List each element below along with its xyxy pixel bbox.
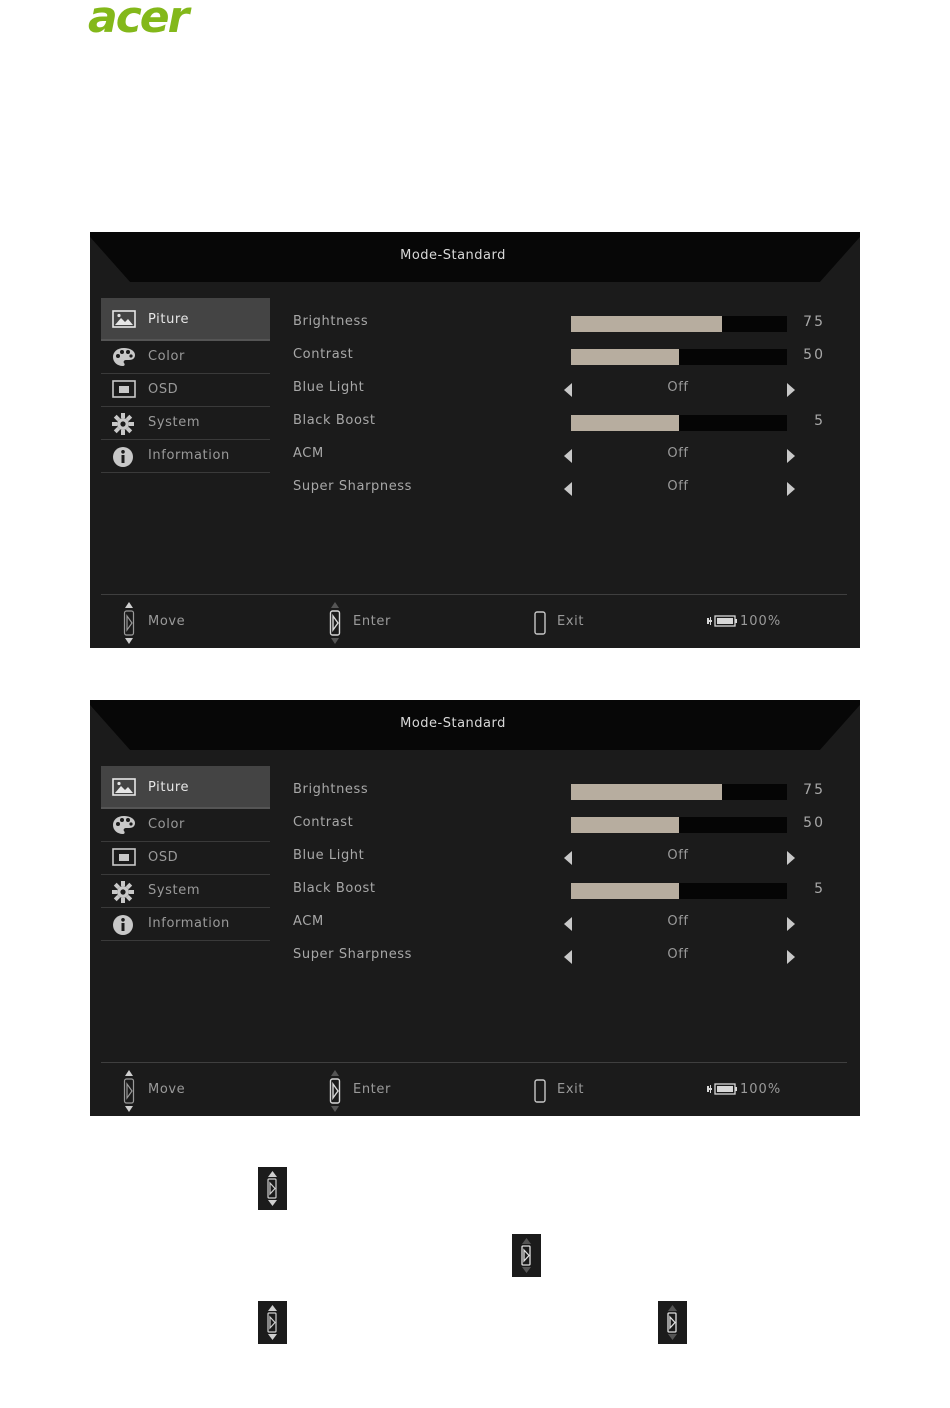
battery-percent: 100% [740, 614, 782, 629]
arrow-left-icon[interactable] [564, 482, 572, 496]
sidebar-item-label: OSD [148, 382, 179, 397]
acer-logo [88, 0, 220, 40]
footer-exit-label: Exit [557, 614, 585, 629]
sidebar-item-label: System [148, 883, 201, 898]
footer-exit [533, 1070, 633, 1112]
slider-fill [571, 316, 722, 332]
setting-slider[interactable] [571, 784, 787, 800]
footer-battery [707, 602, 817, 644]
osd-mode-title: Mode-Standard [400, 248, 506, 263]
setting-black-boost[interactable] [293, 881, 833, 901]
sidebar-item-label: Piture [148, 312, 190, 327]
sidebar-item-piture[interactable] [101, 298, 270, 341]
setting-blue-light[interactable] [293, 380, 833, 400]
osd-mode-title: Mode-Standard [400, 716, 506, 731]
footer-move-label: Move [148, 614, 186, 629]
setting-black-boost[interactable] [293, 413, 833, 433]
footer-enter-label: Enter [353, 614, 391, 629]
setting-super-sharpness[interactable] [293, 947, 833, 967]
info-icon [112, 446, 136, 466]
setting-contrast[interactable] [293, 815, 833, 835]
svg-text:acer: acer [88, 0, 188, 40]
arrow-right-icon[interactable] [787, 383, 795, 397]
exit-button-icon [533, 602, 547, 648]
palette-icon [112, 347, 136, 367]
setting-name: Super Sharpness [293, 479, 413, 494]
setting-super-sharpness[interactable] [293, 479, 833, 499]
setting-option-value: Off [667, 446, 689, 461]
footer-divider [101, 1062, 847, 1063]
sidebar-item-information[interactable] [101, 440, 270, 473]
sidebar-item-label: Information [148, 916, 230, 931]
arrow-right-icon[interactable] [787, 482, 795, 496]
footer-divider [101, 594, 847, 595]
setting-brightness[interactable] [293, 314, 833, 334]
setting-option-value: Off [667, 479, 689, 494]
setting-acm[interactable] [293, 446, 833, 466]
setting-name: ACM [293, 914, 324, 929]
slider-fill [571, 784, 722, 800]
sidebar-item-information[interactable] [101, 908, 270, 941]
sidebar-item-color[interactable] [101, 809, 270, 842]
setting-slider[interactable] [571, 316, 787, 332]
sidebar-item-system[interactable] [101, 407, 270, 440]
joystick-enter-icon [327, 602, 343, 648]
arrow-left-icon[interactable] [564, 917, 572, 931]
sidebar-item-label: Color [148, 817, 185, 832]
arrow-left-icon[interactable] [564, 449, 572, 463]
arrow-left-icon[interactable] [564, 950, 572, 964]
arrow-left-icon[interactable] [564, 383, 572, 397]
footer-move-label: Move [148, 1082, 186, 1097]
footer-move [121, 602, 221, 644]
setting-brightness[interactable] [293, 782, 833, 802]
arrow-left-icon[interactable] [564, 851, 572, 865]
setting-value: 50 [803, 815, 825, 831]
setting-name: Blue Light [293, 380, 365, 395]
footer-exit-label: Exit [557, 1082, 585, 1097]
slider-fill [571, 883, 679, 899]
setting-option-value: Off [667, 914, 689, 929]
footer-move [121, 1070, 221, 1112]
setting-value: 75 [803, 314, 825, 330]
osd-window-icon [112, 380, 136, 400]
setting-name: Brightness [293, 782, 369, 797]
joystick-move-icon [258, 1301, 287, 1344]
exit-button-icon [533, 1070, 547, 1116]
arrow-right-icon[interactable] [787, 449, 795, 463]
picture-icon [112, 310, 136, 330]
footer-battery [707, 1070, 817, 1112]
setting-acm[interactable] [293, 914, 833, 934]
footer-enter [327, 1070, 427, 1112]
footer-exit [533, 602, 633, 644]
setting-slider[interactable] [571, 817, 787, 833]
sidebar-item-label: System [148, 415, 201, 430]
osd-window-icon [112, 848, 136, 868]
joystick-enter-icon [327, 1070, 343, 1116]
sidebar-item-label: OSD [148, 850, 179, 865]
setting-blue-light[interactable] [293, 848, 833, 868]
sidebar-item-osd[interactable] [101, 374, 270, 407]
osd-menu-sidebar [101, 298, 270, 473]
setting-slider[interactable] [571, 415, 787, 431]
battery-icon [707, 615, 737, 631]
joystick-move-icon [121, 602, 137, 648]
setting-name: Black Boost [293, 881, 376, 896]
gear-icon [112, 881, 136, 901]
picture-icon [112, 778, 136, 798]
setting-value: 75 [803, 782, 825, 798]
palette-icon [112, 815, 136, 835]
osd-header [90, 700, 860, 752]
setting-value: 5 [814, 413, 825, 429]
battery-icon [707, 1083, 737, 1099]
arrow-right-icon[interactable] [787, 917, 795, 931]
info-icon [112, 914, 136, 934]
slider-fill [571, 415, 679, 431]
setting-name: Black Boost [293, 413, 376, 428]
footer-enter-label: Enter [353, 1082, 391, 1097]
joystick-enter-icon [512, 1234, 541, 1277]
joystick-enter-icon [658, 1301, 687, 1344]
arrow-right-icon[interactable] [787, 950, 795, 964]
battery-percent: 100% [740, 1082, 782, 1097]
joystick-move-icon [258, 1167, 287, 1210]
setting-value: 50 [803, 347, 825, 363]
setting-contrast[interactable] [293, 347, 833, 367]
setting-option-value: Off [667, 380, 689, 395]
sidebar-item-color[interactable] [101, 341, 270, 374]
sidebar-item-system[interactable] [101, 875, 270, 908]
footer-enter [327, 602, 427, 644]
sidebar-item-label: Information [148, 448, 230, 463]
setting-slider[interactable] [571, 349, 787, 365]
sidebar-item-label: Piture [148, 780, 190, 795]
setting-value: 5 [814, 881, 825, 897]
setting-option-value: Off [667, 848, 689, 863]
osd-menu-sidebar [101, 766, 270, 941]
arrow-right-icon[interactable] [787, 851, 795, 865]
osd-header [90, 232, 860, 284]
sidebar-item-label: Color [148, 349, 185, 364]
sidebar-item-piture[interactable] [101, 766, 270, 809]
slider-fill [571, 817, 679, 833]
osd-panel [90, 232, 860, 648]
setting-name: ACM [293, 446, 324, 461]
setting-name: Brightness [293, 314, 369, 329]
setting-slider[interactable] [571, 883, 787, 899]
gear-icon [112, 413, 136, 433]
setting-option-value: Off [667, 947, 689, 962]
sidebar-item-osd[interactable] [101, 842, 270, 875]
slider-fill [571, 349, 679, 365]
setting-name: Contrast [293, 347, 354, 362]
joystick-move-icon [121, 1070, 137, 1116]
setting-name: Blue Light [293, 848, 365, 863]
setting-name: Contrast [293, 815, 354, 830]
setting-name: Super Sharpness [293, 947, 413, 962]
osd-panel [90, 700, 860, 1116]
